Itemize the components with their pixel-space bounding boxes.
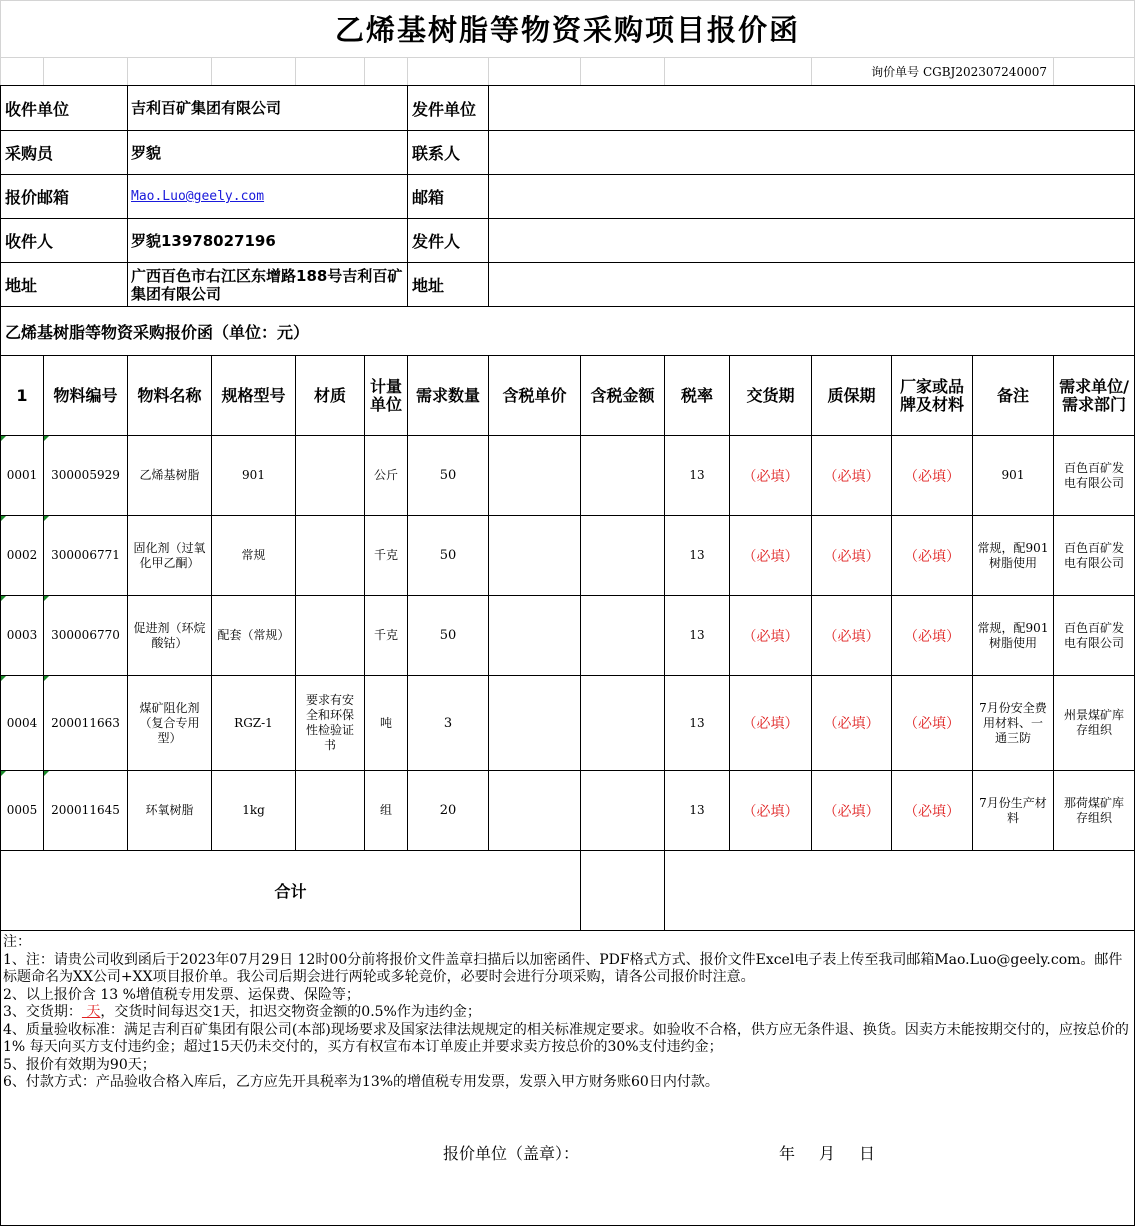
recipient-label: 收件人 bbox=[5, 232, 54, 251]
row-unit: 千克 bbox=[373, 548, 398, 562]
row-dept: 州景煤矿库存组织 bbox=[1063, 708, 1124, 737]
row-unit: 组 bbox=[379, 803, 392, 817]
header-warranty: 质保期 bbox=[827, 385, 876, 405]
header-qty: 需求数量 bbox=[415, 385, 480, 405]
row-remark: 901 bbox=[1001, 468, 1025, 482]
date-month: 月 bbox=[819, 1144, 836, 1163]
row-warranty-input[interactable]: （必填） bbox=[823, 628, 880, 645]
row-name: 促进剂（环烷酸钴） bbox=[133, 620, 206, 650]
row-price-input[interactable] bbox=[489, 596, 580, 675]
row-no: 0004 bbox=[6, 715, 38, 730]
total-label: 合计 bbox=[274, 882, 307, 901]
row-brand-input[interactable]: （必填） bbox=[904, 716, 960, 732]
header-amount: 含税金额 bbox=[590, 385, 655, 405]
row-price-input[interactable] bbox=[489, 516, 580, 595]
row-amount-input[interactable] bbox=[581, 676, 664, 770]
row-no: 0003 bbox=[6, 628, 38, 642]
header-tax: 税率 bbox=[680, 385, 713, 405]
row-brand-input[interactable]: （必填） bbox=[904, 468, 960, 485]
row-material: 要求有安全和环保性检验证书 bbox=[305, 693, 354, 752]
row-no: 0005 bbox=[6, 803, 38, 817]
row-dept: 百色百矿发电有限公司 bbox=[1063, 460, 1124, 490]
row-tax: 13 bbox=[689, 715, 705, 730]
row-qty: 50 bbox=[439, 548, 457, 563]
row-unit: 公斤 bbox=[373, 468, 398, 482]
note-6: 6、付款方式：产品验收合格入库后，乙方应先开具税率为13%的增值税专用发票，发票入甲方财务账60日内付款。 bbox=[3, 1074, 719, 1090]
row-amount-input[interactable] bbox=[581, 596, 664, 675]
address2-field[interactable] bbox=[489, 263, 1134, 306]
row-code: 200011663 bbox=[51, 715, 120, 730]
email-link[interactable]: Mao.Luo@geely.com bbox=[131, 189, 265, 204]
delivery-days-blank[interactable]: 天 bbox=[81, 1004, 101, 1020]
row-spec: 配套（常规） bbox=[217, 628, 290, 642]
date-day: 日 bbox=[859, 1144, 876, 1163]
header-index: 1 bbox=[16, 385, 28, 405]
date-year: 年 bbox=[779, 1144, 796, 1163]
row-brand-input[interactable]: （必填） bbox=[904, 803, 960, 820]
header-code: 物料编号 bbox=[53, 385, 118, 405]
row-tax: 13 bbox=[689, 803, 705, 817]
page-title: 乙烯基树脂等物资采购项目报价函 bbox=[334, 13, 800, 47]
contact-field[interactable] bbox=[489, 131, 1134, 174]
row-delivery-input[interactable]: （必填） bbox=[742, 716, 799, 732]
row-code: 300005929 bbox=[51, 468, 120, 482]
inquiry-number: 询价单号 CGBJ202307240007 bbox=[871, 64, 1047, 79]
note-1: 1、注：请贵公司收到函后于2023年07月29日 12时00分前将报价文件盖章扫描后以加密函件、PDF格式方式、报价文件Excel电子表上传至我司邮箱Mao.Luo@geely.com。邮件标题命名为XX公司+XX项目报价单。我公司后期会进行两轮或多轮竞价，必要时会进行分项采购，请各公司报价时注意。 bbox=[3, 951, 1123, 985]
row-brand-input[interactable]: （必填） bbox=[904, 628, 960, 645]
note-3-suffix: ，交货时间每迟交1天，扣迟交物资金额的0.5%作为违约金； bbox=[100, 1004, 481, 1020]
row-qty: 3 bbox=[443, 715, 453, 731]
row-tax: 13 bbox=[689, 468, 705, 482]
send-unit-label: 发件单位 bbox=[412, 99, 477, 119]
address-value: 广西百色市右江区东增路188号吉利百矿集团有限公司 bbox=[131, 266, 403, 303]
notes-block bbox=[3, 934, 1133, 1092]
mailbox-label: 邮箱 bbox=[412, 188, 445, 207]
send-unit-field[interactable] bbox=[489, 86, 1134, 130]
row-spec: 901 bbox=[242, 468, 265, 482]
total-amount-input[interactable] bbox=[581, 851, 664, 930]
mailbox-field[interactable] bbox=[489, 175, 1134, 218]
row-name: 环氧树脂 bbox=[145, 803, 194, 817]
header-unit: 计量单位 bbox=[369, 376, 402, 414]
notes-heading: 注： bbox=[3, 934, 31, 950]
row-amount-input[interactable] bbox=[581, 436, 664, 515]
row-tax: 13 bbox=[689, 628, 705, 642]
header-delivery: 交货期 bbox=[746, 385, 795, 405]
row-dept: 那荷煤矿库存组织 bbox=[1063, 795, 1124, 825]
row-name: 煤矿阻化剂（复合专用型） bbox=[139, 700, 200, 745]
row-dept: 百色百矿发电有限公司 bbox=[1063, 540, 1124, 570]
row-code: 300006771 bbox=[51, 548, 120, 562]
buyer-value: 罗貌 bbox=[131, 143, 162, 162]
note-5: 5、报价有效期为90天； bbox=[3, 1056, 156, 1073]
row-warranty-input[interactable]: （必填） bbox=[823, 548, 880, 565]
row-unit: 吨 bbox=[379, 715, 392, 730]
sign-label: 报价单位（盖章）： bbox=[443, 1144, 580, 1163]
sender-label: 发件人 bbox=[412, 232, 461, 251]
note-4: 4、质量验收标准：满足吉利百矿集团有限公司(本部)现场要求及国家法律法规规定的相关标准规定要求。如验收不合格，供方应无条件退、换货。因卖方未能按期交付的，应按总价的1% 每天向买方支付违约金；超过15天仍未交付的，买方有权宣布本订单废止并要求卖方按总价的30%支付违约金； bbox=[3, 1021, 1129, 1055]
row-code: 300006770 bbox=[51, 628, 120, 642]
row-price-input[interactable] bbox=[489, 436, 580, 515]
row-remark: 7月份生产材料 bbox=[979, 795, 1047, 825]
row-remark: 7月份安全费用材料、一通三防 bbox=[979, 700, 1047, 745]
header-price: 含税单价 bbox=[502, 385, 567, 405]
note-3 bbox=[3, 1004, 1133, 1022]
row-delivery-input[interactable]: （必填） bbox=[742, 548, 799, 565]
header-material: 材质 bbox=[313, 385, 346, 405]
row-unit: 千克 bbox=[373, 628, 398, 642]
contact-label: 联系人 bbox=[412, 144, 461, 163]
row-remark: 常规，配901树脂使用 bbox=[977, 540, 1049, 570]
row-no: 0002 bbox=[6, 548, 38, 562]
row-warranty-input[interactable]: （必填） bbox=[823, 716, 880, 732]
address-label: 地址 bbox=[5, 276, 38, 295]
row-remark: 常规，配901树脂使用 bbox=[977, 620, 1049, 650]
row-spec: 常规 bbox=[241, 548, 266, 562]
recipient-value: 罗貌13978027196 bbox=[131, 231, 276, 250]
row-code: 200011645 bbox=[51, 803, 120, 817]
header-spec: 规格型号 bbox=[221, 385, 286, 405]
row-qty: 20 bbox=[439, 803, 457, 818]
recv-unit-value: 吉利百矿集团有限公司 bbox=[131, 99, 282, 117]
section-title: 乙烯基树脂等物资采购报价函（单位：元） bbox=[5, 322, 310, 342]
row-warranty-input[interactable]: （必填） bbox=[823, 803, 880, 820]
row-price-input[interactable] bbox=[489, 771, 580, 850]
row-warranty-input[interactable]: （必填） bbox=[823, 468, 880, 485]
row-delivery-input[interactable]: （必填） bbox=[742, 803, 799, 820]
recv-unit-label: 收件单位 bbox=[5, 99, 70, 119]
row-tax: 13 bbox=[689, 548, 705, 562]
address2-label: 地址 bbox=[412, 276, 445, 295]
row-dept: 百色百矿发电有限公司 bbox=[1063, 620, 1124, 650]
row-qty: 50 bbox=[439, 468, 457, 483]
row-spec: RGZ-1 bbox=[234, 715, 273, 730]
row-qty: 50 bbox=[439, 628, 457, 643]
row-material bbox=[296, 771, 364, 850]
row-delivery-input[interactable]: （必填） bbox=[742, 468, 799, 485]
buyer-label: 采购员 bbox=[5, 144, 54, 163]
row-price-input[interactable] bbox=[489, 676, 580, 770]
row-material bbox=[296, 596, 364, 675]
header-brand: 厂家或品牌及材料 bbox=[899, 376, 964, 414]
row-name: 乙烯基树脂 bbox=[139, 468, 200, 482]
sender-field[interactable] bbox=[489, 219, 1134, 262]
row-amount-input[interactable] bbox=[581, 516, 664, 595]
email-label: 报价邮箱 bbox=[5, 188, 70, 207]
header-remark: 备注 bbox=[996, 385, 1029, 405]
row-no: 0001 bbox=[6, 468, 38, 482]
note-3-prefix: 3、交货期： bbox=[3, 1004, 82, 1020]
row-material bbox=[296, 516, 364, 595]
header-dept: 需求单位/需求部门 bbox=[1059, 376, 1129, 414]
note-2: 2、以上报价含 13 %增值税专用发票、运保费、保险等； bbox=[3, 986, 360, 1003]
row-brand-input[interactable]: （必填） bbox=[904, 548, 960, 565]
row-delivery-input[interactable]: （必填） bbox=[742, 628, 799, 645]
row-name: 固化剂（过氧化甲乙酮） bbox=[133, 540, 206, 570]
row-amount-input[interactable] bbox=[581, 771, 664, 850]
row-material bbox=[296, 436, 364, 515]
header-name: 物料名称 bbox=[137, 385, 202, 405]
row-spec: 1kg bbox=[242, 803, 265, 817]
